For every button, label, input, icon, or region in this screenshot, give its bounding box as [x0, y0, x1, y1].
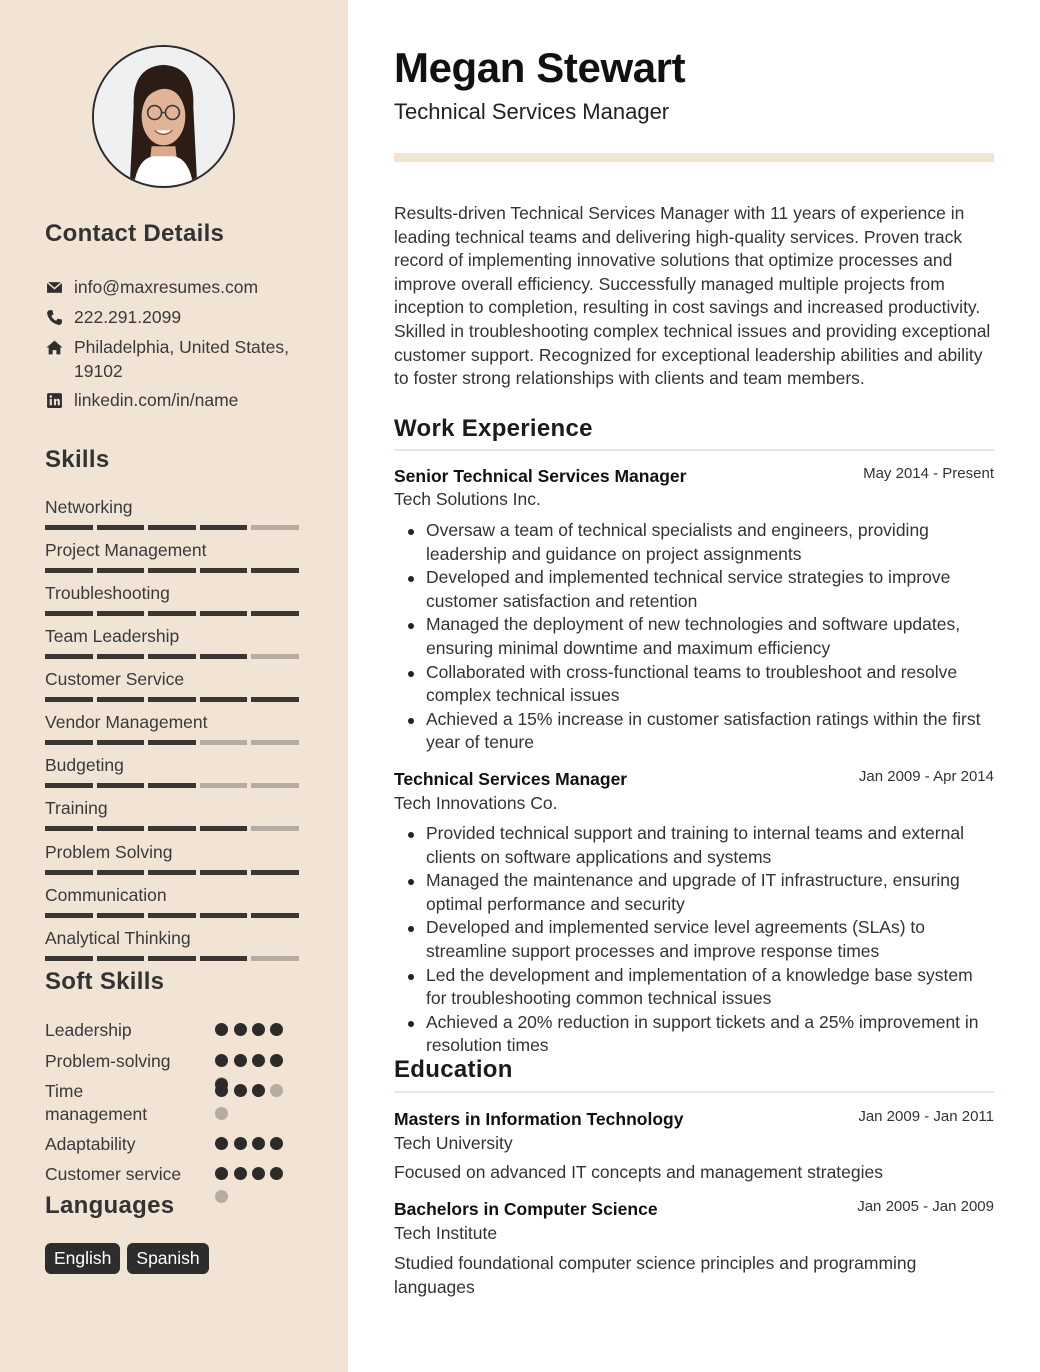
profile-summary: Results-driven Technical Services Manager with 11 years of experience in leading technical teams and delivering high-quality services. Proven track record of implementing innovative solutions that optimize processes and improve overall efficiency. Successfully managed multiple projects from inception to completion, resulting in cost savings and increased productivity. Skilled in troubleshooting complex technical issues and providing exceptional customer support. Recognized for exceptional leadership abilities and ability to foster strong relationships with clients and team members.: [394, 203, 991, 389]
skill-level-segment: [97, 568, 145, 573]
rating-dot: [252, 1137, 265, 1150]
skill-item: [45, 582, 305, 616]
job-bullet: Led the development and implementation of a knowledge base system for troubleshooting common technical issues: [426, 964, 996, 1011]
sidebar: [0, 0, 348, 1372]
skill-level-segment: [97, 611, 145, 616]
skill-item: [45, 496, 305, 530]
skill-level-bar: [45, 870, 305, 875]
header-divider: [394, 153, 994, 162]
skill-level-segment: [97, 870, 145, 875]
skill-level-segment: [251, 697, 299, 702]
skill-level-segment: [148, 697, 196, 702]
contact-address: [45, 335, 304, 383]
rating-dot: [234, 1054, 247, 1067]
soft-skill-rating: [215, 1080, 290, 1120]
skill-level-segment: [200, 568, 248, 573]
skill-level-segment: [200, 525, 248, 530]
skill-level-segment: [200, 826, 248, 831]
skill-level-segment: [251, 870, 299, 875]
contact-email[interactable]: [45, 275, 304, 299]
skill-level-segment: [148, 525, 196, 530]
rating-dot: [252, 1023, 265, 1036]
job-company: Tech Solutions Inc.: [394, 489, 541, 509]
soft-skill-label: Leadership: [45, 1020, 132, 1040]
skill-level-segment: [45, 826, 93, 831]
skill-label: Vendor Management: [45, 712, 208, 732]
job-bullet: Achieved a 15% increase in customer satisfaction ratings within the first year of tenure: [426, 708, 996, 755]
skill-level-segment: [200, 740, 248, 745]
skill-level-segment: [148, 740, 196, 745]
skill-level-bar: [45, 956, 305, 961]
contact-heading: Contact Details: [45, 220, 225, 247]
job-bullet: Developed and implemented technical service strategies to improve customer satisfaction and retention: [426, 566, 996, 613]
job-bullets: [426, 822, 996, 1058]
skill-level-segment: [148, 783, 196, 788]
rating-dot: [234, 1167, 247, 1180]
rating-dot: [270, 1084, 283, 1097]
job-bullet: Achieved a 20% reduction in support tickets and a 25% improvement in resolution times: [426, 1011, 996, 1058]
work-experience-heading: Work Experience: [394, 415, 593, 442]
email-text: info@maxresumes.com: [74, 277, 259, 297]
address-text: Philadelphia, United States, 19102: [74, 337, 289, 381]
linkedin-text: linkedin.com/in/name: [74, 390, 239, 410]
skill-level-segment: [148, 654, 196, 659]
skill-label: Project Management: [45, 540, 207, 560]
skill-level-bar: [45, 826, 305, 831]
candidate-title: Technical Services Manager: [394, 99, 670, 124]
skill-level-segment: [200, 783, 248, 788]
contact-phone[interactable]: [45, 305, 304, 329]
skill-item: [45, 711, 305, 745]
skill-item: [45, 841, 305, 875]
job-date: May 2014 - Present: [863, 465, 994, 482]
rating-dot: [234, 1023, 247, 1036]
soft-skill-item: [45, 1133, 305, 1156]
rating-dot: [215, 1023, 228, 1036]
school-name: Tech Institute: [394, 1223, 498, 1243]
education-divider: [394, 1091, 994, 1093]
skill-level-bar: [45, 740, 305, 745]
degree-title: Masters in Information Technology: [394, 1109, 684, 1129]
skill-level-bar: [45, 525, 305, 530]
job-bullet: Managed the deployment of new technologies and software updates, ensuring minimal downtime and maximum efficiency: [426, 613, 996, 660]
language-pill: Spanish: [127, 1243, 208, 1274]
soft-skill-label: Adaptability: [45, 1134, 136, 1154]
skill-level-segment: [148, 913, 196, 918]
skill-level-segment: [45, 740, 93, 745]
rating-dot: [270, 1054, 283, 1067]
skill-level-bar: [45, 697, 305, 702]
skill-label: Communication: [45, 885, 167, 905]
skill-level-bar: [45, 654, 305, 659]
skill-level-segment: [45, 525, 93, 530]
skill-level-segment: [251, 956, 299, 961]
skill-item: [45, 927, 305, 961]
skill-level-bar: [45, 611, 305, 616]
skill-level-segment: [45, 568, 93, 573]
skill-item: [45, 539, 305, 573]
rating-dot: [270, 1167, 283, 1180]
skill-level-segment: [251, 611, 299, 616]
skill-level-segment: [45, 870, 93, 875]
skill-level-segment: [148, 870, 196, 875]
language-pill: English: [45, 1243, 120, 1274]
soft-skill-item: [45, 1163, 305, 1186]
soft-skill-item: [45, 1019, 305, 1042]
degree-date: Jan 2005 - Jan 2009: [857, 1198, 994, 1215]
profile-photo: [94, 47, 233, 186]
skill-level-segment: [148, 826, 196, 831]
rating-dot: [270, 1023, 283, 1036]
rating-dot: [252, 1054, 265, 1067]
soft-skill-label: Time management: [45, 1081, 148, 1124]
skill-level-bar: [45, 913, 305, 918]
job-bullet: Provided technical support and training to internal teams and external clients on software applications and systems: [426, 822, 996, 869]
languages-list: [45, 1243, 209, 1274]
skill-level-segment: [97, 654, 145, 659]
skill-label: Customer Service: [45, 669, 185, 689]
skill-item: [45, 668, 305, 702]
candidate-name: Megan Stewart: [394, 44, 686, 91]
phone-icon: [45, 308, 63, 326]
skill-level-bar: [45, 568, 305, 573]
envelope-icon: [45, 278, 63, 296]
skill-level-segment: [251, 740, 299, 745]
soft-skill-rating: [215, 1163, 290, 1203]
skills-heading: Skills: [45, 446, 110, 473]
skill-label: Problem Solving: [45, 842, 173, 862]
soft-skill-item: [45, 1050, 305, 1073]
job-company: Tech Innovations Co.: [394, 793, 558, 813]
job-date: Jan 2009 - Apr 2014: [858, 768, 994, 785]
job-bullet: Managed the maintenance and upgrade of IT infrastructure, ensuring optimal performance and security: [426, 869, 996, 916]
rating-dot: [215, 1190, 228, 1203]
skill-level-segment: [97, 956, 145, 961]
school-name: Tech University: [394, 1133, 513, 1153]
soft-skill-item: [45, 1080, 305, 1126]
degree-date: Jan 2009 - Jan 2011: [858, 1108, 994, 1125]
skill-level-segment: [251, 568, 299, 573]
skill-level-segment: [251, 654, 299, 659]
skill-level-segment: [97, 740, 145, 745]
phone-text: 222.291.2099: [74, 307, 182, 327]
skill-level-segment: [148, 956, 196, 961]
skill-label: Training: [45, 798, 108, 818]
skill-level-segment: [200, 913, 248, 918]
skill-level-segment: [97, 913, 145, 918]
job-title: Senior Technical Services Manager: [394, 466, 687, 486]
skill-level-segment: [148, 568, 196, 573]
languages-heading: Languages: [45, 1192, 175, 1219]
skill-level-segment: [97, 697, 145, 702]
skill-item: [45, 625, 305, 659]
skill-level-segment: [45, 956, 93, 961]
skill-item: [45, 884, 305, 918]
degree-description: Studied foundational computer science principles and programming languages: [394, 1253, 917, 1297]
job-bullet: Collaborated with cross-functional teams to troubleshoot and resolve complex technical issues: [426, 661, 996, 708]
rating-dot: [215, 1054, 228, 1067]
rating-dot: [215, 1167, 228, 1180]
avatar: [92, 45, 235, 188]
skill-item: [45, 797, 305, 831]
job-title: Technical Services Manager: [394, 769, 628, 789]
skill-level-segment: [45, 697, 93, 702]
job-bullet: Developed and implemented service level agreements (SLAs) to streamline support processes and improve response times: [426, 916, 996, 963]
skill-level-segment: [45, 913, 93, 918]
skill-level-segment: [200, 611, 248, 616]
skill-label: Troubleshooting: [45, 583, 170, 603]
degree-description: Focused on advanced IT concepts and management strategies: [394, 1162, 884, 1182]
skill-level-segment: [97, 783, 145, 788]
skill-label: Budgeting: [45, 755, 124, 775]
soft-skills-heading: Soft Skills: [45, 968, 165, 995]
rating-dot: [234, 1137, 247, 1150]
skill-level-segment: [251, 826, 299, 831]
rating-dot: [252, 1084, 265, 1097]
job-bullets: [426, 519, 996, 755]
linkedin-icon: [45, 391, 63, 409]
skill-level-segment: [45, 611, 93, 616]
rating-dot: [215, 1107, 228, 1120]
job-bullet: Oversaw a team of technical specialists and engineers, providing leadership and guidance on project assignments: [426, 519, 996, 566]
skill-level-segment: [45, 654, 93, 659]
soft-skill-label: Problem-solving: [45, 1051, 171, 1071]
home-icon: [45, 338, 63, 356]
rating-dot: [270, 1137, 283, 1150]
contact-linkedin[interactable]: [45, 388, 304, 412]
soft-skill-label: Customer service: [45, 1164, 182, 1184]
skill-level-segment: [200, 654, 248, 659]
skill-level-segment: [97, 525, 145, 530]
skill-level-segment: [148, 611, 196, 616]
skill-item: [45, 754, 305, 788]
rating-dot: [215, 1137, 228, 1150]
skill-level-segment: [200, 956, 248, 961]
rating-dot: [215, 1078, 228, 1091]
rating-dot: [234, 1084, 247, 1097]
skill-level-bar: [45, 783, 305, 788]
degree-title: Bachelors in Computer Science: [394, 1199, 658, 1219]
skill-level-segment: [45, 783, 93, 788]
skill-label: Analytical Thinking: [45, 928, 191, 948]
skill-label: Networking: [45, 497, 133, 517]
skill-label: Team Leadership: [45, 626, 180, 646]
skill-level-segment: [251, 913, 299, 918]
work-experience-divider: [394, 449, 994, 451]
skill-level-segment: [97, 826, 145, 831]
skill-level-segment: [251, 783, 299, 788]
skill-level-segment: [200, 870, 248, 875]
skill-level-segment: [251, 525, 299, 530]
rating-dot: [252, 1167, 265, 1180]
skill-level-segment: [200, 697, 248, 702]
education-heading: Education: [394, 1056, 513, 1083]
